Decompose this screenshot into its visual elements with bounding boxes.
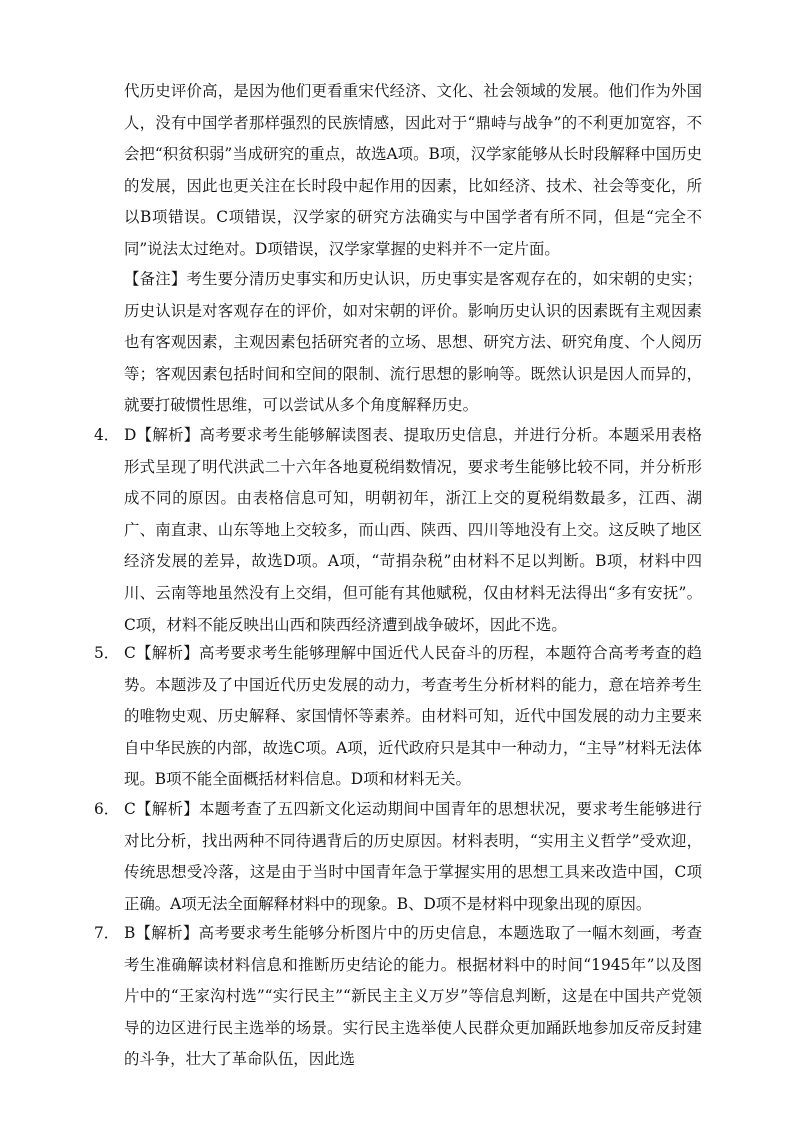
item-number: 4．	[94, 426, 120, 444]
item-text: C【解析】高考要求考生能够理解中国近代人民奋斗的历程，本题符合高考考查的趋势。本题涉及了中国近代历史发展的动力，考查考生分析材料的能力，意在培养考生的唯物史观、历史解释、家国情怀等素养。由材料可知，近代中国发展的动力主要来自中华民族的内部，故选C项。A项，近代政府只是其中一种动力，“主导”材料无法体现。B项不能全面概括材料信息。D项和材料无关。	[124, 644, 702, 789]
item-number: 7．	[94, 924, 120, 942]
item-text: C【解析】本题考查了五四新文化运动期间中国青年的思想状况，要求考生能够进行对比分析，找出两种不同待遇背后的历史原因。材料表明，“实用主义哲学”受欢迎，传统思想受冷落，这是由于当时中国青年急于掌握实用的思想工具来改造中国，C项正确。A项无法全面解释材料中的现象。B、D项不是材料中现象出现的原因。	[124, 800, 702, 913]
item-number: 5．	[94, 644, 120, 662]
item-number: 6．	[94, 800, 120, 818]
answer-item-7	[94, 918, 702, 1076]
answer-item-4	[94, 420, 702, 641]
intro-paragraph: 代历史评价高，是因为他们更看重宋代经济、文化、社会领域的发展。他们作为外国人，没有中国学者那样强烈的民族情感，因此对于“鼎峙与战争”的不利更加宽容，不会把“积贫积弱”当成研究的重点，故选A项。B项，汉学家能够从长时段解释中国历史的发展，因此也更关注在长时段中起作用的因素，比如经济、技术、社会等变化，所以B项错误。C项错误，汉学家的研究方法确实与中国学者有所不同，但是“完全不同”说法太过绝对。D项错误，汉学家掌握的史料并不一定片面。	[124, 82, 702, 258]
answer-item-5	[94, 638, 702, 796]
item-text: D【解析】高考要求考生能够解读图表、提取历史信息，并进行分析。本题采用表格形式呈现了明代洪武二十六年各地夏税绢数情况，要求考生能够比较不同，并分析形成不同的原因。由表格信息可知，明朝初年，浙江上交的夏税绢数最多，江西、湖广、南直隶、山东等地上交较多，而山西、陕西、四川等地没有上交。这反映了地区经济发展的差异，故选D项。A项，“苛捐杂税”由材料不足以判断。B项，材料中四川、云南等地虽然没有上交绢，但可能有其他赋税，仅由材料无法得出“多有安抚”。C项，材料不能反映出山西和陕西经济遭到战争破坏，因此不选。	[124, 426, 702, 634]
note-paragraph: 【备注】考生要分清历史事实和历史认识，历史事实是客观存在的，如宋朝的史实；历史认识是对客观存在的评价，如对宋朝的评价。影响历史认识的因素既有主观因素也有客观因素，主观因素包括研究者的立场、思想、研究方法、研究角度、个人阅历等；客观因素包括时间和空间的限制、流行思想的影响等。既然认识是因人而异的，就要打破惯性思维，可以尝试从多个角度解释历史。	[124, 270, 702, 415]
answer-item-6	[94, 794, 702, 920]
item-text: B【解析】高考要求考生能够分析图片中的历史信息，本题选取了一幅木刻画，考查考生准确解读材料信息和推断历史结论的能力。根据材料中的时间“1945年”以及图片中的“王家沟村选”“实行民主”“新民主主义万岁”等信息判断，这是在中国共产党领导的边区进行民主选举的场景。实行民主选举使人民群众更加踊跃地参加反帝反封建的斗争，壮大了革命队伍，因此选	[124, 924, 702, 1069]
